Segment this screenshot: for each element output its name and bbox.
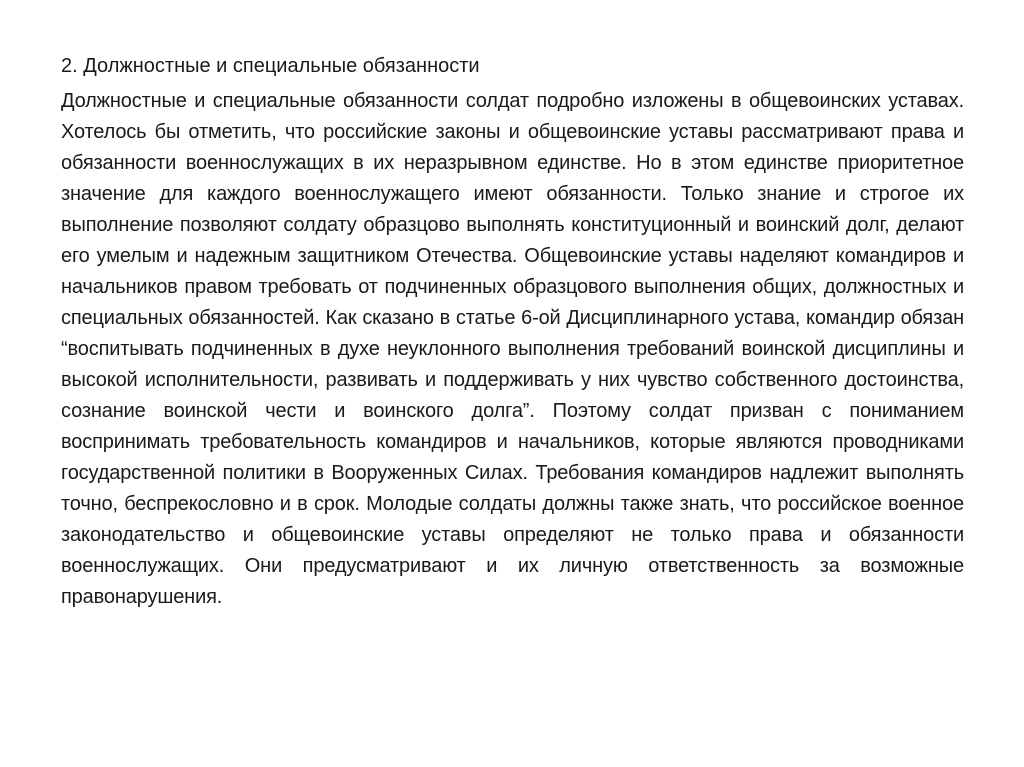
slide-body-paragraph: Должностные и специальные обязанности солдат подробно изложены в общевоинских уставах. Хотелось бы отметить, что российские законы и общевоинские уставы рассматривают права и обязанности военнослужащих в их неразрывном единстве. Но в этом единстве приоритетное значение для каждого военнослужащего имеют обязанности. Только знание и строгое их выполнение позволяют солдату образцово выполнять конституционный и воинский долг, делают его умелым и надежным защитником Отечества. Общевоинские уставы наделяют командиров и начальников правом требовать от подчиненных образцового выполнения общих, должностных и специальных обязанностей. Как сказано в статье 6-ой Дисциплинарного устава, командир обязан “воспитывать подчиненных в духе неуклонного выполнения требований воинской дисциплины и высокой исполнительности, развивать и поддерживать у них чувство собственного достоинства, сознание воинской чести и воинского долга”. Поэтому солдат призван с пониманием воспринимать требовательность командиров и начальников, которые являются проводниками государственной политики в Вооруженных Силах. Требования командиров надлежит выполнять точно, беспрекословно и в срок. Молодые солдаты должны также знать, что российское военное законодательство и общевоинские уставы определяют не только права и обязанности военнослужащих. Они предусматривают и их личную ответственность за возможные правонарушения.: [61, 90, 964, 608]
slide-heading: 2. Должностные и специальные обязанности: [61, 55, 480, 77]
